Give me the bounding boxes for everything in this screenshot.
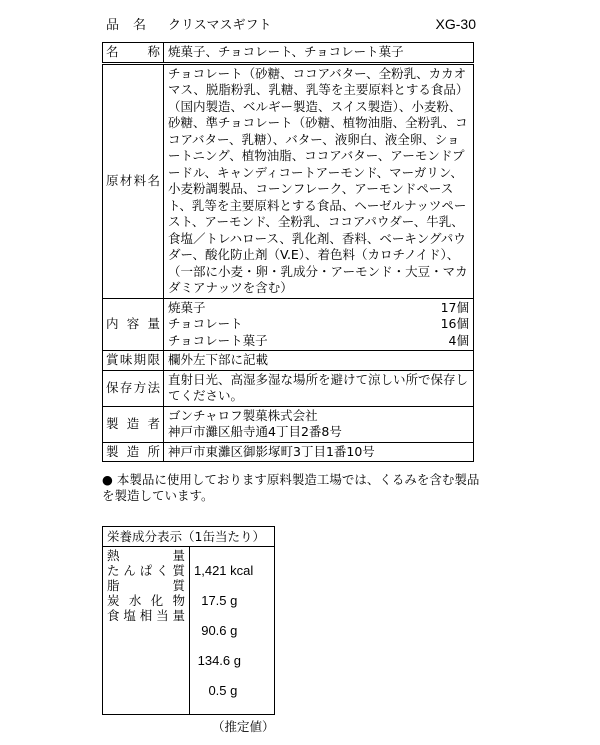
nutrient-label: 食塩相当量 <box>107 608 185 623</box>
allergen-note: ● 本製品に使用しております原料製造工場では、くるみを含む製品を製造しています。 <box>102 472 480 503</box>
row-ingredients <box>103 63 474 298</box>
item-count: 17個 <box>440 299 469 315</box>
maker-name: ゴンチャロフ製菓株式会社 <box>168 407 318 423</box>
product-code: XG-30 <box>435 16 476 32</box>
item-count: 4個 <box>448 332 469 348</box>
row-name <box>103 43 474 64</box>
nutrient-value: 17.5 g <box>194 593 238 608</box>
label-table <box>102 42 474 462</box>
nutrition-values <box>190 547 275 715</box>
nutrition-title: 栄養成分表示（1缶当たり） <box>103 527 275 547</box>
product-name-label: 品名 <box>106 18 161 33</box>
storage-label: 保存方法 <box>103 370 164 406</box>
name-label: 名称 <box>103 43 164 64</box>
nutrient-label: たんぱく質 <box>107 563 185 578</box>
nutrient-label: 脂質 <box>107 578 185 593</box>
name-value: 焼菓子、チョコレート、チョコレート菓子 <box>164 43 474 64</box>
contents-item <box>168 300 469 317</box>
product-name: クリスマスギフト <box>168 18 272 33</box>
contents-item <box>168 333 469 350</box>
nutrient-value: 134.6 g <box>194 653 241 668</box>
item-count: 16個 <box>440 316 469 331</box>
best-before-value: 欄外左下部に記載 <box>164 351 474 371</box>
item-name: チョコレート菓子 <box>168 332 268 348</box>
nutrition-labels <box>103 547 190 715</box>
nutrient-value: 0.5 g <box>194 683 238 698</box>
ingredients-value: チョコレート（砂糖、ココアバター、全粉乳、カカオマス、脱脂粉乳、乳糖、乳等を主要原料とする食品）（国内製造、ベルギー製造、スイス製造）、小麦粉、砂糖、準チョコレート（砂糖、植物油脂、全粉乳、ココアバター、乳糖）、バター、液卵白、液全卵、ショートニング、植物油脂、ココアバター、アーモンドプードル、キャンディコートアーモンド、マーガリン、小麦粉調製品、コーンフレーク、アーモンドペースト、乳等を主要原料とする食品、ヘーゼルナッツペースト、アーモンド、全粉乳、ココアパウダー、牛乳、食塩／トレハロース、乳化剤、香料、ベーキングパウダー、酸化防止剤（V.E）、着色料（カロチノイド）、（一部に小麦・卵・乳成分・アーモンド・大豆・マカダミアナッツを含む） <box>164 63 474 298</box>
estimate-note: （推定値） <box>212 719 275 734</box>
contents-list <box>164 298 474 351</box>
factory-value: 神戸市東灘区御影塚町3丁目1番10号 <box>164 442 474 462</box>
contents-item <box>168 316 469 333</box>
maker-address: 神戸市灘区船寺通4丁目2番8号 <box>168 424 342 439</box>
row-contents <box>103 298 474 351</box>
storage-value: 直射日光、高湿多湿な場所を避けて涼しい所で保存してください。 <box>164 370 474 406</box>
nutrient-label: 熱量 <box>107 548 185 563</box>
maker-value <box>164 406 474 442</box>
product-header <box>102 16 476 34</box>
nutrition-table <box>102 526 275 715</box>
ingredients-label: 原材料名 <box>103 63 164 298</box>
row-maker <box>103 406 474 442</box>
nutrient-value: 1,421 kcal <box>194 563 254 578</box>
row-storage <box>103 370 474 406</box>
nutrient-label: 炭水化物 <box>107 593 185 608</box>
nutrient-value: 90.6 g <box>194 623 238 638</box>
row-best-before <box>103 351 474 371</box>
factory-label: 製造所 <box>103 442 164 462</box>
contents-label: 内容量 <box>103 298 164 351</box>
best-before-label: 賞味期限 <box>103 351 164 371</box>
item-name: 焼菓子 <box>168 299 206 315</box>
row-factory <box>103 442 474 462</box>
maker-label: 製造者 <box>103 406 164 442</box>
item-name: チョコレート <box>168 316 243 331</box>
